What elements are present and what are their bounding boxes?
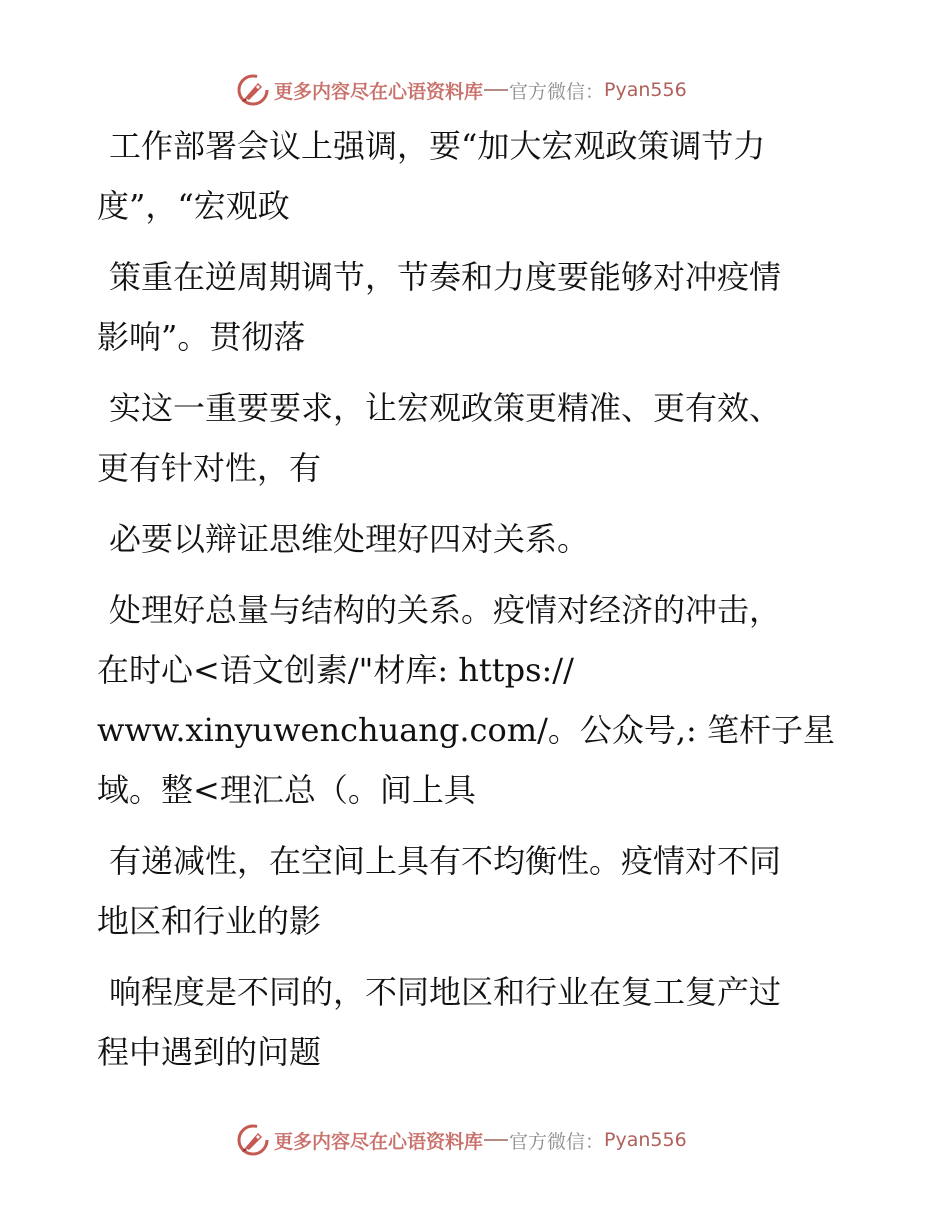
text-line: 策重在逆周期调节，节奏和力度要能够对冲疫情	[109, 258, 782, 296]
text-line: 工作部署会议上强调，要“加大宏观政策调节力	[109, 127, 766, 165]
text-line: 影响”。贯彻落	[97, 318, 306, 356]
watermark-main-text: 更多内容尽在心语资料库	[274, 80, 484, 103]
paragraph-6	[97, 831, 837, 951]
watermark-wechat-id: Pyan556	[604, 79, 687, 101]
text-line: 在时心<语文创素/"材库: https://	[97, 651, 574, 689]
paragraph-1	[97, 116, 837, 236]
text-line: 程中遇到的问题	[97, 1033, 322, 1071]
document-body	[97, 116, 837, 1093]
watermark-main-text: 更多内容尽在心语资料库	[274, 1130, 484, 1153]
paragraph-7	[97, 962, 837, 1082]
watermark-official-label: 官方微信：	[509, 1130, 605, 1153]
text-line: 有递减性，在空间上具有不均衡性。疫情对不同	[109, 842, 782, 880]
watermark-wechat-id: Pyan556	[604, 1129, 687, 1151]
watermark-dash	[484, 89, 508, 91]
text-line: 域。整<理汇总（。间上具	[97, 771, 476, 809]
text-line: 更有针对性，有	[97, 449, 322, 487]
header-watermark	[236, 72, 687, 108]
text-line: 必要以辩证思维处理好四对关系。	[109, 520, 590, 558]
paragraph-4	[97, 509, 837, 569]
text-line: 地区和行业的影	[97, 902, 322, 940]
text-line: 度”，“宏观政	[97, 187, 290, 225]
pen-nib-logo-icon	[236, 1123, 270, 1157]
pen-nib-logo-icon	[236, 73, 270, 107]
paragraph-5	[97, 580, 837, 820]
text-line: 处理好总量与结构的关系。疫情对经济的冲击，	[109, 591, 782, 629]
text-line: www.xinyuwenchuang.com/。公众号,: 笔杆子星	[97, 711, 835, 749]
watermark-dash	[484, 1139, 508, 1141]
text-line: 响程度是不同的，不同地区和行业在复工复产过	[109, 973, 782, 1011]
paragraph-2	[97, 247, 837, 367]
paragraph-3	[97, 378, 837, 498]
watermark-official-label: 官方微信：	[509, 80, 605, 103]
footer-watermark	[236, 1122, 687, 1158]
text-line: 实这一重要要求，让宏观政策更精准、更有效、	[109, 389, 782, 427]
